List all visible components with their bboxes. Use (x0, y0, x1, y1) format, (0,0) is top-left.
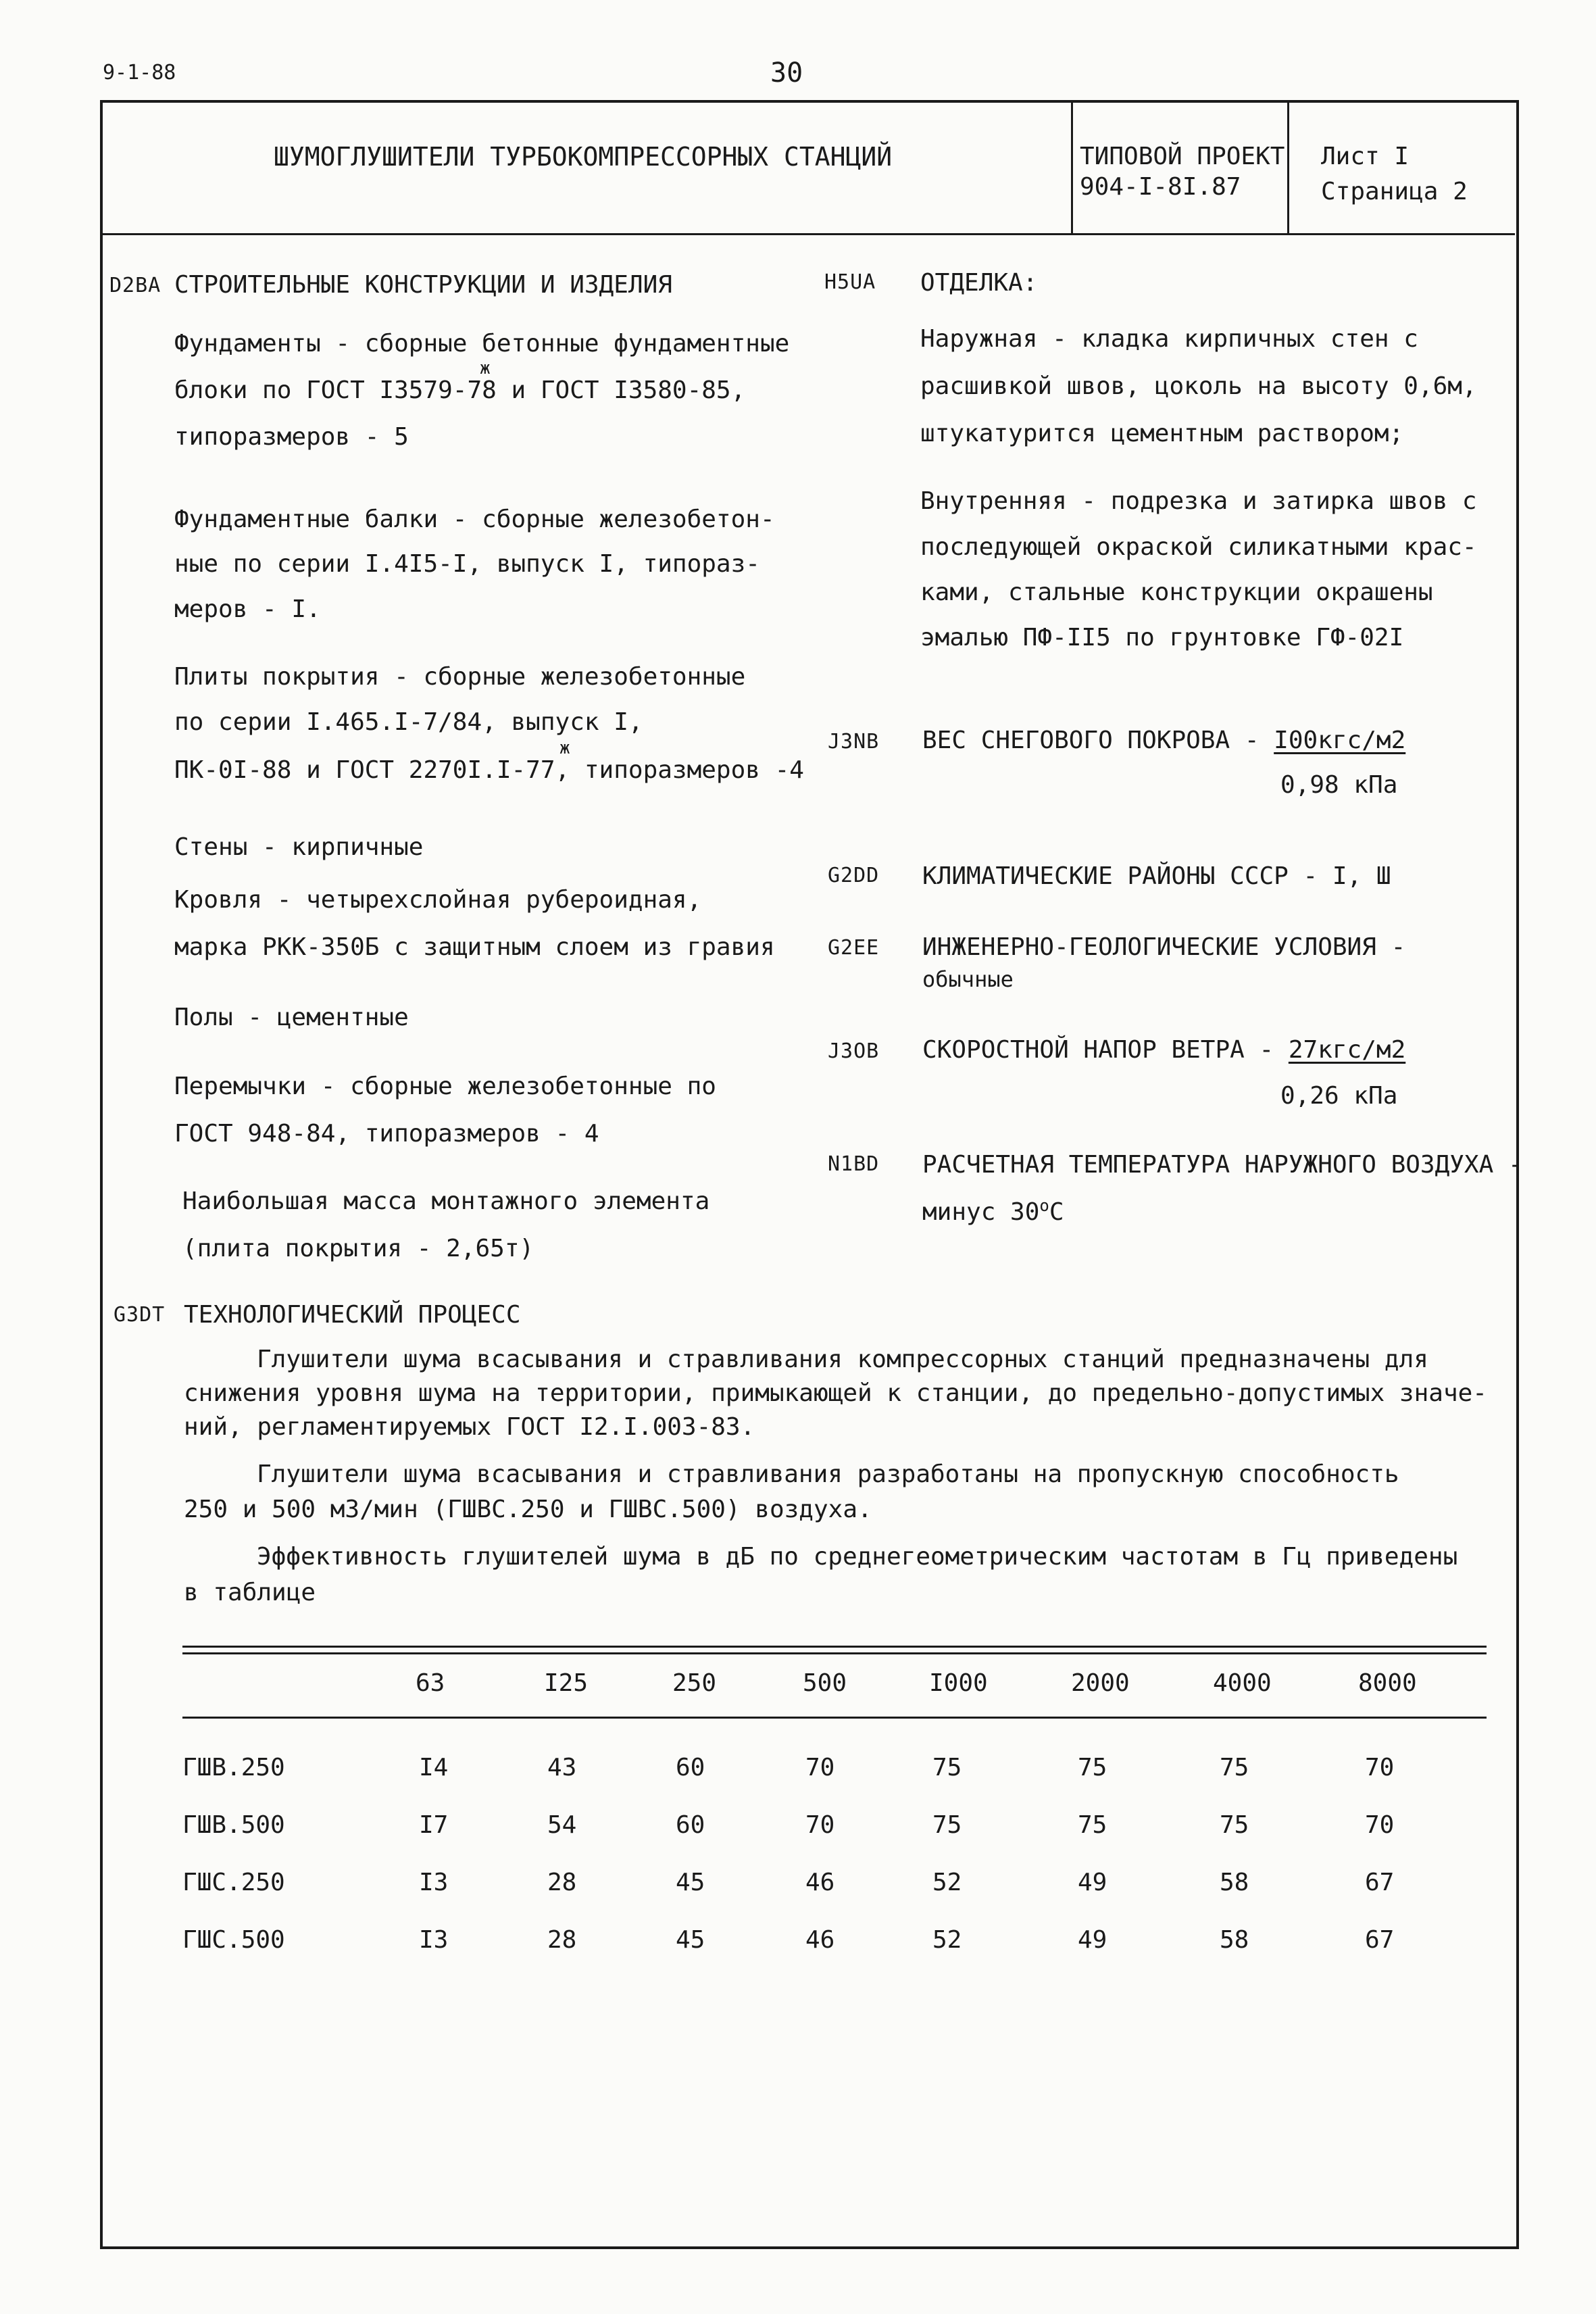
degree-sign: o (1039, 1196, 1049, 1215)
asterisk-mark: ж (480, 358, 491, 378)
header-separator-1 (1071, 101, 1073, 234)
climate-zones: КЛИМАТИЧЕСКИЕ РАЙОНЫ СССР - I, Ш (922, 862, 1391, 890)
header-divider (101, 233, 1515, 235)
mass-line-1: Наибольшая масса монтажного элемента (182, 1187, 710, 1215)
table-cell: I3 (419, 1869, 449, 1896)
snow-code: J3NB (828, 730, 880, 754)
inner-finish-line-4: эмалью ПФ-II5 по грунтовке ГФ-02I (920, 624, 1404, 651)
table-cell: 70 (1365, 1811, 1395, 1839)
table-cell: 75 (932, 1754, 962, 1781)
project-number: 904-I-8I.87 (1080, 173, 1241, 201)
finish-title: ОТДЕЛКА: (920, 269, 1038, 297)
page-number: 30 (770, 57, 803, 89)
table-cell: 70 (805, 1811, 835, 1839)
table-top-rule-2 (182, 1652, 1487, 1654)
slabs-line-2: по серии I.465.I-7/84, выпуск I, (174, 708, 643, 736)
section-code: D2BA (109, 274, 161, 297)
roof-line-1: Кровля - четырехслойная рубероидная, (174, 886, 702, 914)
geo-value: обычные (922, 966, 1014, 992)
header-separator-2 (1287, 101, 1289, 234)
beams-line-2: ные по серии I.4I5-I, выпуск I, типораз- (174, 550, 760, 578)
header-8000: 8000 (1358, 1669, 1417, 1697)
slabs-line-1: Плиты покрытия - сборные железобетонные (174, 663, 746, 691)
table-cell: 75 (1220, 1811, 1249, 1839)
table-cell: 45 (676, 1869, 705, 1896)
table-cell: 60 (676, 1754, 705, 1781)
geo-conditions: ИНЖЕНЕРНО-ГЕОЛОГИЧЕСКИЕ УСЛОВИЯ - (922, 933, 1406, 961)
table-cell: 28 (547, 1926, 577, 1954)
table-cell: I7 (419, 1811, 449, 1839)
row-2-name: ГШВ.500 (182, 1811, 285, 1839)
table-cell: 49 (1078, 1926, 1107, 1954)
table-cell: 45 (676, 1926, 705, 1954)
table-cell: 28 (547, 1869, 577, 1896)
project-label: ТИПОВОЙ ПРОЕКТ (1080, 143, 1285, 170)
wind-kpa: 0,26 кПа (1280, 1082, 1398, 1110)
foundations-line-2: блоки по ГОСТ I3579-78 и ГОСТ I3580-85, (174, 376, 746, 404)
header-500: 500 (803, 1669, 847, 1697)
sheet-label: Лист I (1321, 143, 1410, 170)
process-title: ТЕХНОЛОГИЧЕСКИЙ ПРОЦЕСС (184, 1301, 521, 1329)
outer-finish-line-2: расшивкой швов, цоколь на высоту 0,6м, (920, 372, 1477, 400)
lintels-line-1: Перемычки - сборные железобетонные по (174, 1073, 716, 1100)
snow-label: ВЕС СНЕГОВОГО ПОКРОВА - (922, 727, 1274, 754)
slabs-line-3: ПК-0I-88 и ГОСТ 2270I.I-77, типоразмеров -4 (174, 756, 804, 784)
snow-kpa: 0,98 кПа (1280, 771, 1398, 799)
process-p3-line-2: в таблице (184, 1579, 316, 1606)
table-cell: 75 (1078, 1811, 1107, 1839)
table-header-rule (182, 1717, 1487, 1719)
table-cell: 75 (1220, 1754, 1249, 1781)
table-cell: 46 (805, 1926, 835, 1954)
wind-code: J3OB (828, 1039, 880, 1063)
table-cell: 43 (547, 1754, 577, 1781)
floors: Полы - цементные (174, 1004, 409, 1031)
document-code: 9-1-88 (103, 61, 176, 84)
header-2000: 2000 (1071, 1669, 1130, 1697)
table-cell: 75 (1078, 1754, 1107, 1781)
table-cell: 54 (547, 1811, 577, 1839)
table-cell: 67 (1365, 1926, 1395, 1954)
page-label: Страница 2 (1321, 178, 1468, 205)
beams-line-3: меров - I. (174, 595, 321, 623)
geo-code: G2EE (828, 936, 880, 960)
foundations-line-3: типоразмеров - 5 (174, 423, 409, 451)
table-cell: 70 (1365, 1754, 1395, 1781)
process-p1-line-1: Глушители шума всасывания и стравливания компрессорных станций предназначены для (257, 1346, 1428, 1373)
wind-value: 27кгс/м2 (1288, 1036, 1406, 1064)
walls: Стены - кирпичные (174, 833, 424, 861)
table-top-rule-1 (182, 1646, 1487, 1648)
snow-value: I00кгс/м2 (1274, 727, 1406, 754)
inner-finish-line-1: Внутренняя - подрезка и затирка швов с (920, 487, 1477, 515)
temp-celsius: С (1049, 1198, 1064, 1226)
header-4000: 4000 (1213, 1669, 1272, 1697)
asterisk-mark-2: ж (559, 738, 570, 758)
table-cell: 58 (1220, 1926, 1249, 1954)
wind-label: СКОРОСТНОЙ НАПОР ВЕТРА - (922, 1036, 1289, 1064)
inner-finish-line-2: последующей окраской силикатными крас- (920, 533, 1477, 561)
table-cell: 60 (676, 1811, 705, 1839)
outer-finish-line-3: штукатурится цементным раствором; (920, 420, 1404, 447)
row-4-name: ГШС.500 (182, 1926, 285, 1954)
document-title: ШУМОГЛУШИТЕЛИ ТУРБОКОМПРЕССОРНЫХ СТАНЦИЙ (274, 142, 893, 172)
temp-value (922, 1196, 1064, 1227)
header-63: 63 (416, 1669, 445, 1697)
temp-code: N1BD (828, 1152, 880, 1176)
table-cell: 75 (932, 1811, 962, 1839)
process-p2-line-2: 250 и 500 м3/мин (ГШВС.250 и ГШВС.500) воздуха. (184, 1496, 872, 1523)
finish-code: H5UA (824, 270, 876, 294)
temp-value-text: минус 30 (922, 1198, 1040, 1226)
table-cell: I3 (419, 1926, 449, 1954)
process-p1-line-2: снижения уровня шума на территории, примыкающей к станции, до предельно-допустимых значе- (184, 1379, 1487, 1407)
lintels-line-2: ГОСТ 948-84, типоразмеров - 4 (174, 1120, 599, 1148)
table-cell: 49 (1078, 1869, 1107, 1896)
inner-finish-line-3: ками, стальные конструкции окрашены (920, 578, 1433, 606)
outer-finish-line-1: Наружная - кладка кирпичных стен с (920, 325, 1418, 353)
beams-line-1: Фундаментные балки - сборные железобетон- (174, 506, 775, 533)
header-125: I25 (544, 1669, 589, 1697)
mass-line-2: (плита покрытия - 2,65т) (182, 1235, 534, 1262)
process-p3-line-1: Эффективность глушителей шума в дБ по среднегеометрическим частотам в Гц приведены (257, 1543, 1458, 1571)
row-3-name: ГШС.250 (182, 1869, 285, 1896)
section-title: СТРОИТЕЛЬНЫЕ КОНСТРУКЦИИ И ИЗДЕЛИЯ (174, 271, 672, 299)
table-cell: 52 (932, 1926, 962, 1954)
header-1000: I000 (929, 1669, 988, 1697)
foundations-line-1: Фундаменты - сборные бетонные фундаментные (174, 330, 790, 358)
row-1-name: ГШВ.250 (182, 1754, 285, 1781)
process-code: G3DT (114, 1303, 166, 1327)
climate-code: G2DD (828, 864, 880, 887)
table-cell: 58 (1220, 1869, 1249, 1896)
process-p1-line-3: ний, регламентируемых ГОСТ I2.I.003-83. (184, 1413, 755, 1441)
table-cell: 52 (932, 1869, 962, 1896)
roof-line-2: марка РКК-350Б с защитным слоем из гравия (174, 933, 775, 961)
table-cell: 70 (805, 1754, 835, 1781)
table-cell: 67 (1365, 1869, 1395, 1896)
process-p2-line-1: Глушители шума всасывания и стравливания разработаны на пропускную способность (257, 1460, 1399, 1488)
table-cell: I4 (419, 1754, 449, 1781)
table-cell: 46 (805, 1869, 835, 1896)
design-temperature: РАСЧЕТНАЯ ТЕМПЕРАТУРА НАРУЖНОГО ВОЗДУХА - (922, 1151, 1523, 1179)
header-250: 250 (672, 1669, 717, 1697)
